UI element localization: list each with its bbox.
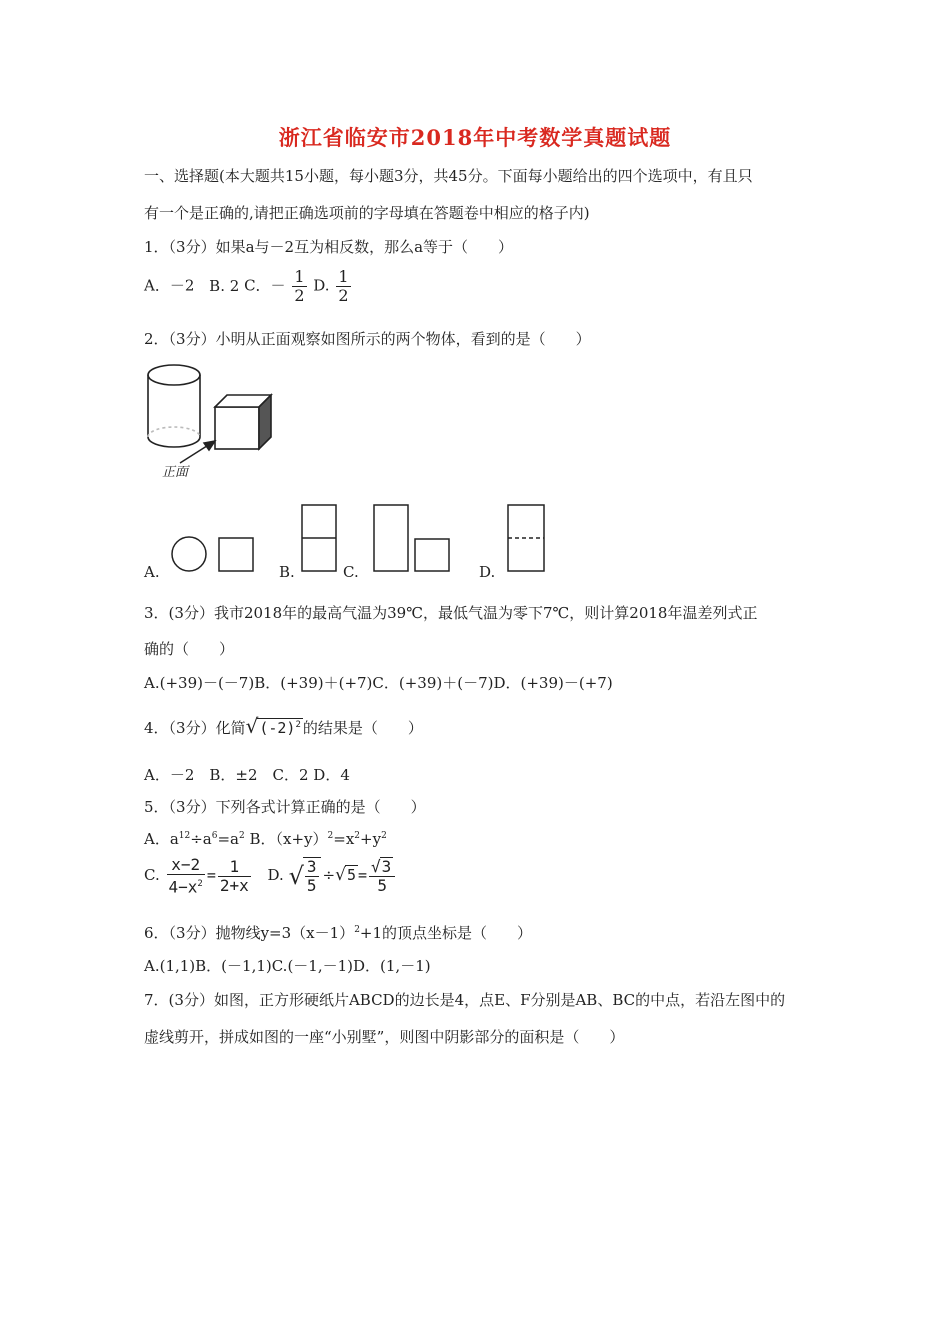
view-arrow — [180, 441, 215, 463]
fraction-numerator: 3 — [306, 857, 317, 877]
radical-sign: √ — [245, 714, 259, 738]
circle-shape — [172, 537, 206, 571]
fraction-numerator: x−2 — [167, 856, 205, 875]
q2-option-a-figure — [170, 535, 260, 575]
cylinder-shape — [148, 365, 200, 447]
q1-stem: 1．（3分）如果a与－2互为相反数，那么a等于（ ） — [144, 238, 514, 256]
section-instructions-line1: 一、选择题(本大题共15小题，每小题3分，共45分。下面每小题给出的四个选项中，有且只 — [144, 167, 753, 185]
q5-option-a-equals: =a — [217, 830, 239, 848]
tall-rectangle-shape — [374, 505, 408, 571]
q5-stem: 5．（3分）下列各式计算正确的是（ ） — [144, 798, 426, 816]
exponent: 2 — [327, 831, 334, 841]
q5-options-ab — [144, 828, 387, 849]
q3-stem-line1: 3．(3分）我市2018年的最高气温为39℃，最低气温为零下7℃，则计算2018年温差列式正 — [144, 604, 758, 622]
q2-stem: 2．（3分）小明从正面观察如图所示的两个物体，看到的是（ ） — [144, 330, 591, 348]
q3-stem-line2: 确的（ ） — [144, 640, 235, 658]
q1-option-b: B. 2 — [209, 276, 240, 295]
q5-option-c-left-fraction — [167, 856, 205, 896]
q4-stem — [144, 714, 423, 738]
radical-sign: √ — [288, 862, 304, 891]
radicand-base: (-2) — [259, 719, 296, 737]
radical-sign: √ — [335, 865, 346, 886]
page-title: 浙江省临安市2018年中考数学真题试题 — [278, 125, 672, 150]
q2-objects-figure — [140, 355, 280, 485]
fraction-numerator — [369, 857, 395, 877]
q6-stem — [144, 922, 532, 943]
q4-options: A．－2 B．±2 C．2 D．4 — [144, 766, 350, 784]
q5-option-b-plus: +y — [360, 830, 382, 848]
square-shape — [219, 538, 253, 571]
radical-sign: √ — [371, 857, 381, 877]
front-view-label: 正面 — [162, 465, 189, 480]
q1-option-c: C．－ — [244, 276, 286, 295]
fraction-numerator: 1 — [338, 267, 349, 286]
q2-option-d-label: D. — [479, 563, 496, 581]
fraction-denominator: 5 — [306, 876, 317, 896]
fraction-denominator: 5 — [377, 876, 387, 896]
q5-option-c-right-fraction — [218, 858, 251, 895]
fraction-denominator: 2+x — [219, 875, 249, 895]
q5-option-d-result-fraction — [369, 857, 395, 895]
q1-options — [144, 268, 353, 305]
square-shape — [415, 539, 449, 571]
fraction-denominator: 2 — [294, 286, 305, 305]
q1-option-d: D. — [313, 276, 330, 295]
q6-stem-prefix: 6．（3分）抛物线y=3（x－1） — [144, 924, 355, 942]
exponent: 2 — [381, 831, 387, 841]
q7-stem-line1: 7．(3分）如图，正方形硬纸片ABCD的边长是4，点E、F分别是AB、BC的中点，若沿左图中的 — [144, 991, 786, 1009]
q4-radicand — [257, 718, 303, 737]
exponent: 2 — [354, 925, 360, 935]
q6-stem-suffix: +1的顶点坐标是（ ） — [359, 924, 533, 942]
divide-sign: ÷ — [322, 866, 336, 885]
q1-option-c-fraction — [292, 268, 306, 305]
radicand-exponent: 2 — [295, 720, 301, 730]
q4-stem-prefix: 4．（3分）化简 — [144, 719, 246, 737]
equals-sign: = — [357, 866, 368, 885]
fraction-denominator — [167, 875, 205, 896]
q2-option-b-label: B. — [279, 563, 295, 581]
q7-stem-line2: 虚线剪开，拼成如图的一座“小别墅”，则图中阴影部分的面积是（ ） — [144, 1028, 625, 1046]
denominator-base: 4−x — [168, 877, 198, 897]
q5-option-a-base: A．a — [144, 830, 179, 848]
q5-option-c-label: C. — [144, 866, 160, 885]
q5-options-cd — [144, 856, 397, 896]
q1-option-d-fraction — [336, 268, 350, 305]
exponent: 2 — [239, 831, 245, 841]
fraction-denominator: 2 — [338, 286, 349, 305]
radicand: 3 — [381, 857, 392, 877]
exponent: 2 — [197, 879, 203, 889]
exponent: 2 — [354, 831, 361, 841]
q1-option-a: A．－2 — [144, 276, 195, 295]
q3-options: A.(+39)－(－7)B．(+39)＋(+7)C．(+39)＋(－7)D．(+39)－(+7) — [144, 674, 613, 692]
equals-sign: = — [206, 866, 216, 885]
exponent: 12 — [178, 831, 191, 841]
q5-option-a-divide: ÷a — [190, 830, 212, 848]
fraction-numerator: 1 — [294, 267, 305, 286]
q5-option-d-radical-fraction — [303, 857, 321, 895]
q2-option-c-label: C. — [343, 563, 359, 581]
q4-stem-suffix: 的结果是（ ） — [302, 719, 423, 737]
q5-option-b-equals: =x — [333, 830, 355, 848]
q6-options: A.(1,1)B．(－1,1)C.(－1,－1)D．(1,－1) — [144, 957, 431, 975]
fraction-numerator: 1 — [218, 858, 251, 877]
exponent: 6 — [211, 831, 218, 841]
q5-option-d-radicand: 5 — [346, 866, 356, 885]
q2-option-a-label: A. — [144, 563, 160, 581]
cube-shape — [215, 395, 271, 449]
section-instructions-line2: 有一个是正确的,请把正确选项前的字母填在答题卷中相应的格子内) — [144, 204, 590, 222]
q2-option-c-figure — [372, 503, 456, 575]
q2-option-b-figure — [300, 503, 340, 575]
q5-option-b-base: B．（x+y） — [244, 830, 328, 848]
q2-option-d-figure — [506, 503, 548, 575]
q5-option-d-label: D. — [267, 866, 284, 885]
